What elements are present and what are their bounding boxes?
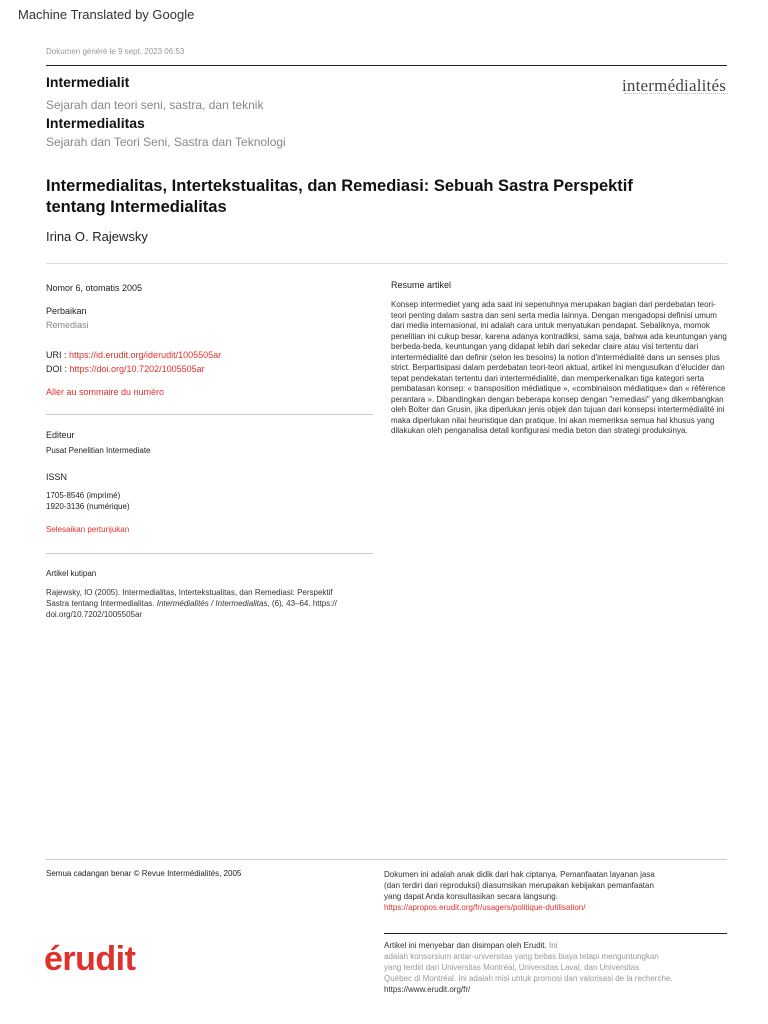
issn-online: 1920-3136 (numérique) <box>46 502 130 511</box>
article-title: Intermedialitas, Intertekstualitas, dan Remediasi: Sebuah Sastra Perspektif tentang Intermedialitas <box>46 177 633 216</box>
erudit-logo: érudit <box>44 940 136 978</box>
journal-logo-tagline <box>624 93 728 96</box>
rights-notice <box>384 869 727 913</box>
rights-line-2: (dan terdiri dari reproduksi) diasumsikan merupakan kebijakan pemanfaatan <box>384 881 654 890</box>
doi-link[interactable]: https://doi.org/10.7202/1005505ar <box>69 364 205 374</box>
left-divider-2 <box>46 553 373 554</box>
distribution-text-grey: Ini <box>548 941 558 950</box>
distribution-notice <box>384 940 727 995</box>
citation-line-2 <box>46 598 376 609</box>
abstract-label: Resume artikel <box>391 280 452 290</box>
citation-line-3: doi.org/10.7202/1005505ar <box>46 610 143 619</box>
issn-print: 1705-8546 (imprimé) <box>46 491 121 500</box>
journal-logo: intermédialités <box>622 76 727 95</box>
citation-text <box>46 587 376 620</box>
journal-name-2: Intermedialitas <box>46 115 145 131</box>
editor-label: Editeur <box>46 430 75 440</box>
issn-label: ISSN <box>46 472 68 482</box>
uri-label: URI : <box>46 350 70 360</box>
repair-value: Remediasi <box>46 320 89 330</box>
title-divider <box>46 263 727 264</box>
doi-line <box>46 364 205 374</box>
distribution-divider <box>384 933 727 934</box>
erudit-link[interactable]: https://www.erudit.org/fr/ <box>384 985 471 994</box>
top-divider <box>46 65 727 66</box>
finish-link[interactable]: Selesaikan pertunjukan <box>46 525 130 534</box>
generated-date: Dokumen généré le 9 sept. 2023 06:53 <box>46 47 185 56</box>
journal-subtitle-2: Sejarah dan Teori Seni, Sastra dan Teknologi <box>46 135 286 149</box>
distribution-text: Artikel ini menyebar dan disimpan oleh Erudit. <box>384 941 549 950</box>
citation-part: Sastra tentang Intermedialitas. <box>46 599 157 608</box>
left-divider-1 <box>46 414 373 415</box>
machine-translated-label: Machine Translated by Google <box>18 7 195 22</box>
journal-subtitle-1: Sejarah dan teori seni, sastra, dan teknik <box>46 98 264 112</box>
distribution-line-4: Québec di Montréal. Ini adalah misi untuk promosi dan valorisasi de la recherche. <box>384 974 673 983</box>
abstract-text: Konsep intermediet yang ada saat ini sepenuhnya merupakan bagian dari perdebatan teori-teori penting dalam sastra dan seni serta media lainnya. Dengan mengadopsi definisi umum dari media internasional, ini adalah cara untuk menyatukan pendapat. Sebaliknya, momok penelitian ini cukup besar, karena adanya kontradiksi, sama saja, bahwa ada keuntungan yang berbeda-beda, keuntungan yang didapat lebih dari sekedar claire atau visi tertentu dari intertermédialité dan definir (selon les besoins) la notion d'intermédialité dans un senses plus strict. Berpartisipasi dalam perdebatan teori-teori aktual, artikel ini mengusulkan d'élucider dan tepat pendekatan tertentu dari intertermédialité, dan memperkenalkan tiga kategori serta pembatasan konsep: « transposition médiatique », «combinaison médiatique» dan « référence perantara ». Dibandingkan dengan beberapa konsep dengan "remediasi" yang dikembangkan oleh Bolter dan Grusin, jika diperlukan jenis objek dan tujuan dari konsepsi intertermédialité ini maka diperlukan nilai heuristique dan pratique. Ini akan memeriksa semua hal khusus yang dilakukan oleh penganalisa detail konfigurasi media beton dan strategi produksinya. <box>391 300 727 435</box>
distribution-line-3: yang terdiri dari Universitas Montréal, Universitas Laval, dan Universitas <box>384 963 640 972</box>
uri-line <box>46 350 221 360</box>
uri-link[interactable]: https://id.erudit.org/iderudit/1005505ar <box>69 350 222 360</box>
rights-link[interactable]: https://apropos.erudit.org/fr/usagers/politique-dutilisation/ <box>384 903 586 912</box>
rights-line-1: Dokumen ini adalah anak didik dari hak ciptanya. Pemanfaatan layanan jasa <box>384 870 655 879</box>
distribution-line-2: adalah konsorsium antar-universitas yang bebas biaya tetapi menguntungkan <box>384 952 659 961</box>
citation-label: Artikel kutipan <box>46 569 97 578</box>
footer-divider <box>46 859 727 860</box>
summary-link[interactable]: Aller au sommaire du numéro <box>46 387 165 397</box>
citation-line-1: Rajewsky, IO (2005). Intermedialitas, Intertekstualitas, dan Remediasi: Perspektif <box>46 588 333 597</box>
distribution-line-1 <box>384 940 727 951</box>
citation-pages: , (6), 43–64. https:// <box>267 599 337 608</box>
issue-info: Nomor 6, otomatis 2005 <box>46 283 143 293</box>
rights-line-3: yang dapat Anda konsultasikan secara langsung. <box>384 892 558 901</box>
copyright: Semua cadangan benar © Revue Intermédialités, 2005 <box>46 869 242 878</box>
editor-value: Pusat Penelitian Intermediate <box>46 446 151 455</box>
article-author: Irina O. Rajewsky <box>46 229 148 244</box>
doi-label: DOI : <box>46 364 70 374</box>
repair-label: Perbaikan <box>46 306 87 316</box>
journal-name-1: Intermedialit <box>46 74 130 90</box>
citation-journal: Intermédialités / Intermedialitas <box>156 599 268 608</box>
